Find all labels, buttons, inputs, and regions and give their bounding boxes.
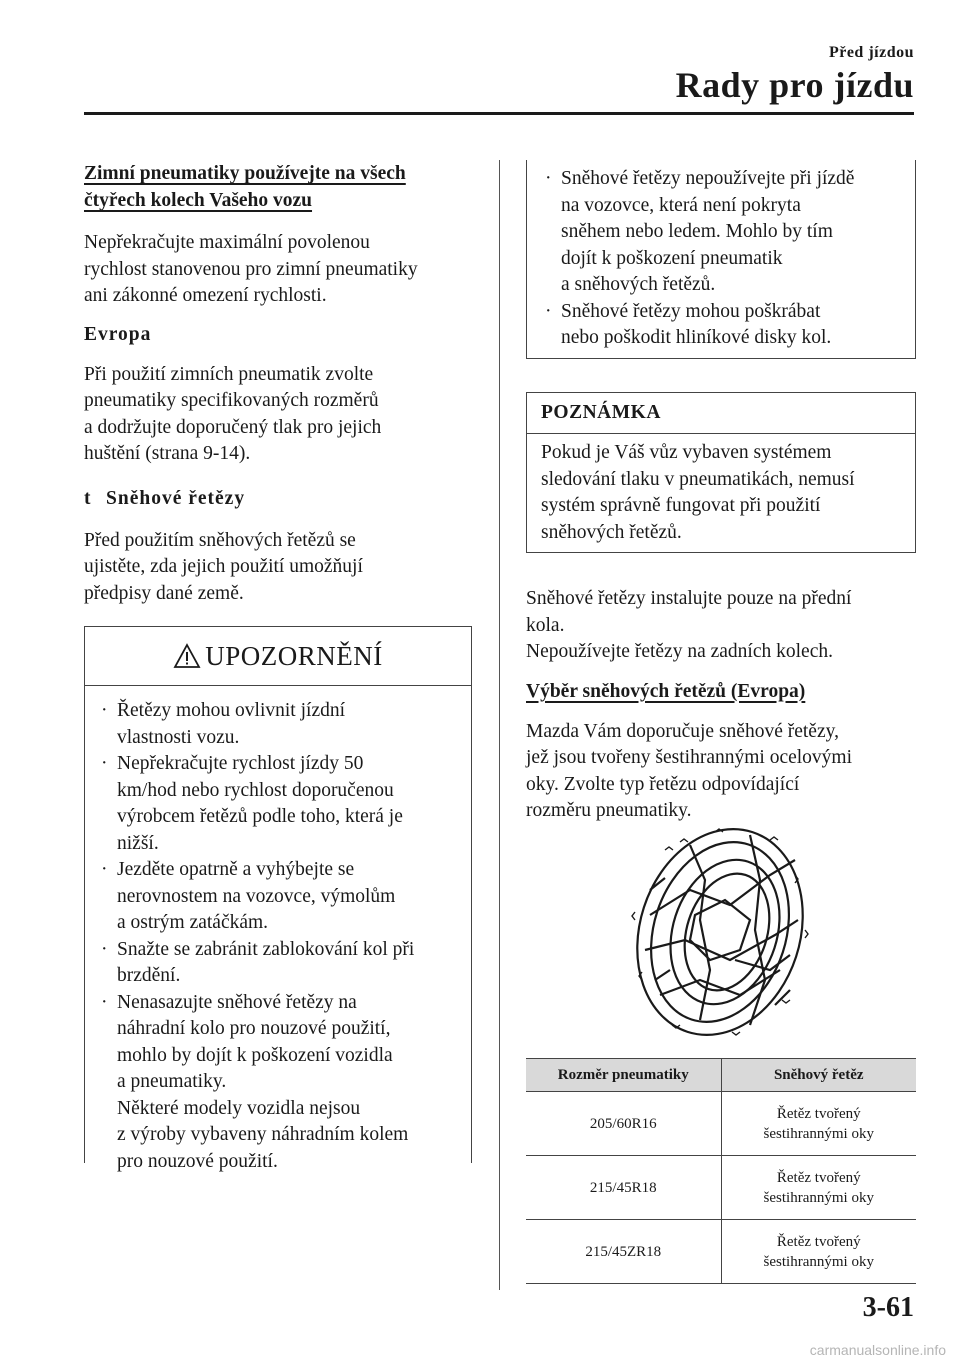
list-item: · Nenasazujte sněhové řetězy na náhradní kolo pro nouzové použití, mohlo by dojít k poškození vozidla a pneumatiky. Některé modely vozidla nejsou z výroby vybaveny náhradním kolem pro nouzové použití. <box>101 991 409 1172</box>
list-item: · Jezděte opatrně a vyhýbejte se nerovnostem na vozovce, výmolům a ostrým zatáčkám. <box>101 859 396 933</box>
note-title: POZNÁMKA <box>527 393 915 434</box>
paragraph-front-wheels: Sněhové řetězy instalujte pouze na přední kola. Nepoužívejte řetězy na zadních kolech. <box>526 588 852 662</box>
header-rule <box>84 112 914 115</box>
right-lower-text <box>526 586 916 825</box>
paragraph-mazda-recommend: Mazda Vám doporučuje sněhové řetězy, jež jsou tvořeny šestihrannými ocelovými oky. Zvolte typ řetězu odpovídající rozměru pneumatiky. <box>526 720 853 821</box>
heading-winter-tires: Zimní pneumatiky používejte na všech čtyřech kolech Vašeho vozu <box>84 163 406 211</box>
chain-type-cell: Řetěz tvořený šestihrannými oky <box>721 1092 916 1156</box>
heading-chain-selection: Výběr sněhových řetězů (Evropa) <box>526 680 806 702</box>
list-item: · Sněhové řetězy nepoužívejte při jízdě na vozovce, která není pokryta sněhem nebo ledem. Mohlo by tím dojít k poškození pneumatik a sněhových řetězů. <box>545 168 855 295</box>
table-row <box>526 1092 916 1156</box>
paragraph-speed: Nepřekračujte maximální povolenou rychlost stanovenou pro zimní pneumatiky ani zákonné omezení rychlosti. <box>84 232 418 306</box>
tire-size-cell: 215/45R18 <box>526 1156 721 1220</box>
caution-title-text: UPOZORNĚNÍ <box>205 640 383 671</box>
tire-size-cell: 215/45ZR18 <box>526 1220 721 1284</box>
watermark: carmanualsonline.info <box>809 1342 946 1358</box>
note-box <box>526 392 916 553</box>
section-label: Před jízdou <box>828 44 914 61</box>
heading-evropa: Evropa <box>84 323 152 345</box>
table-header-row <box>526 1059 916 1092</box>
caution-continuation-list <box>527 160 915 352</box>
chain-type-cell: Řetěz tvořený šestihrannými oky <box>721 1156 916 1220</box>
tire-size-cell: 205/60R16 <box>526 1092 721 1156</box>
caution-title <box>85 627 471 686</box>
chain-type-cell: Řetěz tvořený šestihrannými oky <box>721 1220 916 1284</box>
caution-list <box>85 686 471 1175</box>
paragraph-europe: Při použití zimních pneumatik zvolte pneumatiky specifikovaných rozměrů a dodržujte doporučený tlak pro jejich huštění (strana 9-14). <box>84 363 382 464</box>
column-header: Sněhový řetěz <box>721 1059 916 1092</box>
list-item: · Řetězy mohou ovlivnit jízdní vlastnosti vozu. <box>101 700 346 748</box>
section-marker: t <box>84 487 91 509</box>
caution-box <box>84 626 472 1172</box>
table-row <box>526 1156 916 1220</box>
snow-chain-illustration <box>620 820 820 1042</box>
page-title: Rady pro jízdu <box>675 65 914 105</box>
list-item: · Snažte se zabránit zablokování kol při brzdění. <box>101 938 415 986</box>
column-header: Rozměr pneumatiky <box>526 1059 721 1092</box>
paragraph-chains-check: Před použitím sněhových řetězů se ujistěte, zda jejich použití umožňují předpisy dané země. <box>84 529 363 604</box>
note-body: Pokud je Váš vůz vybaven systémem sledování tlaku v pneumatikách, nemusí systém správně fungovat při použití sněhových řetězů. <box>541 442 855 543</box>
left-column <box>84 160 474 607</box>
warning-triangle-icon <box>173 643 201 669</box>
column-divider <box>499 160 500 1290</box>
section-snow-chains: t Sněhové řetězy <box>84 487 246 509</box>
list-item: · Sněhové řetězy mohou poškrábat nebo poškodit hliníkové disky kol. <box>545 300 832 348</box>
page-number: 3-61 <box>862 1292 914 1323</box>
tire-chain-table <box>526 1058 916 1284</box>
list-item: · Nepřekračujte rychlost jízdy 50 km/hod nebo rychlost doporučenou výrobcem řetězů podle toho, která je nižší. <box>101 753 403 854</box>
table-row <box>526 1220 916 1284</box>
caution-continuation-box <box>526 160 916 359</box>
